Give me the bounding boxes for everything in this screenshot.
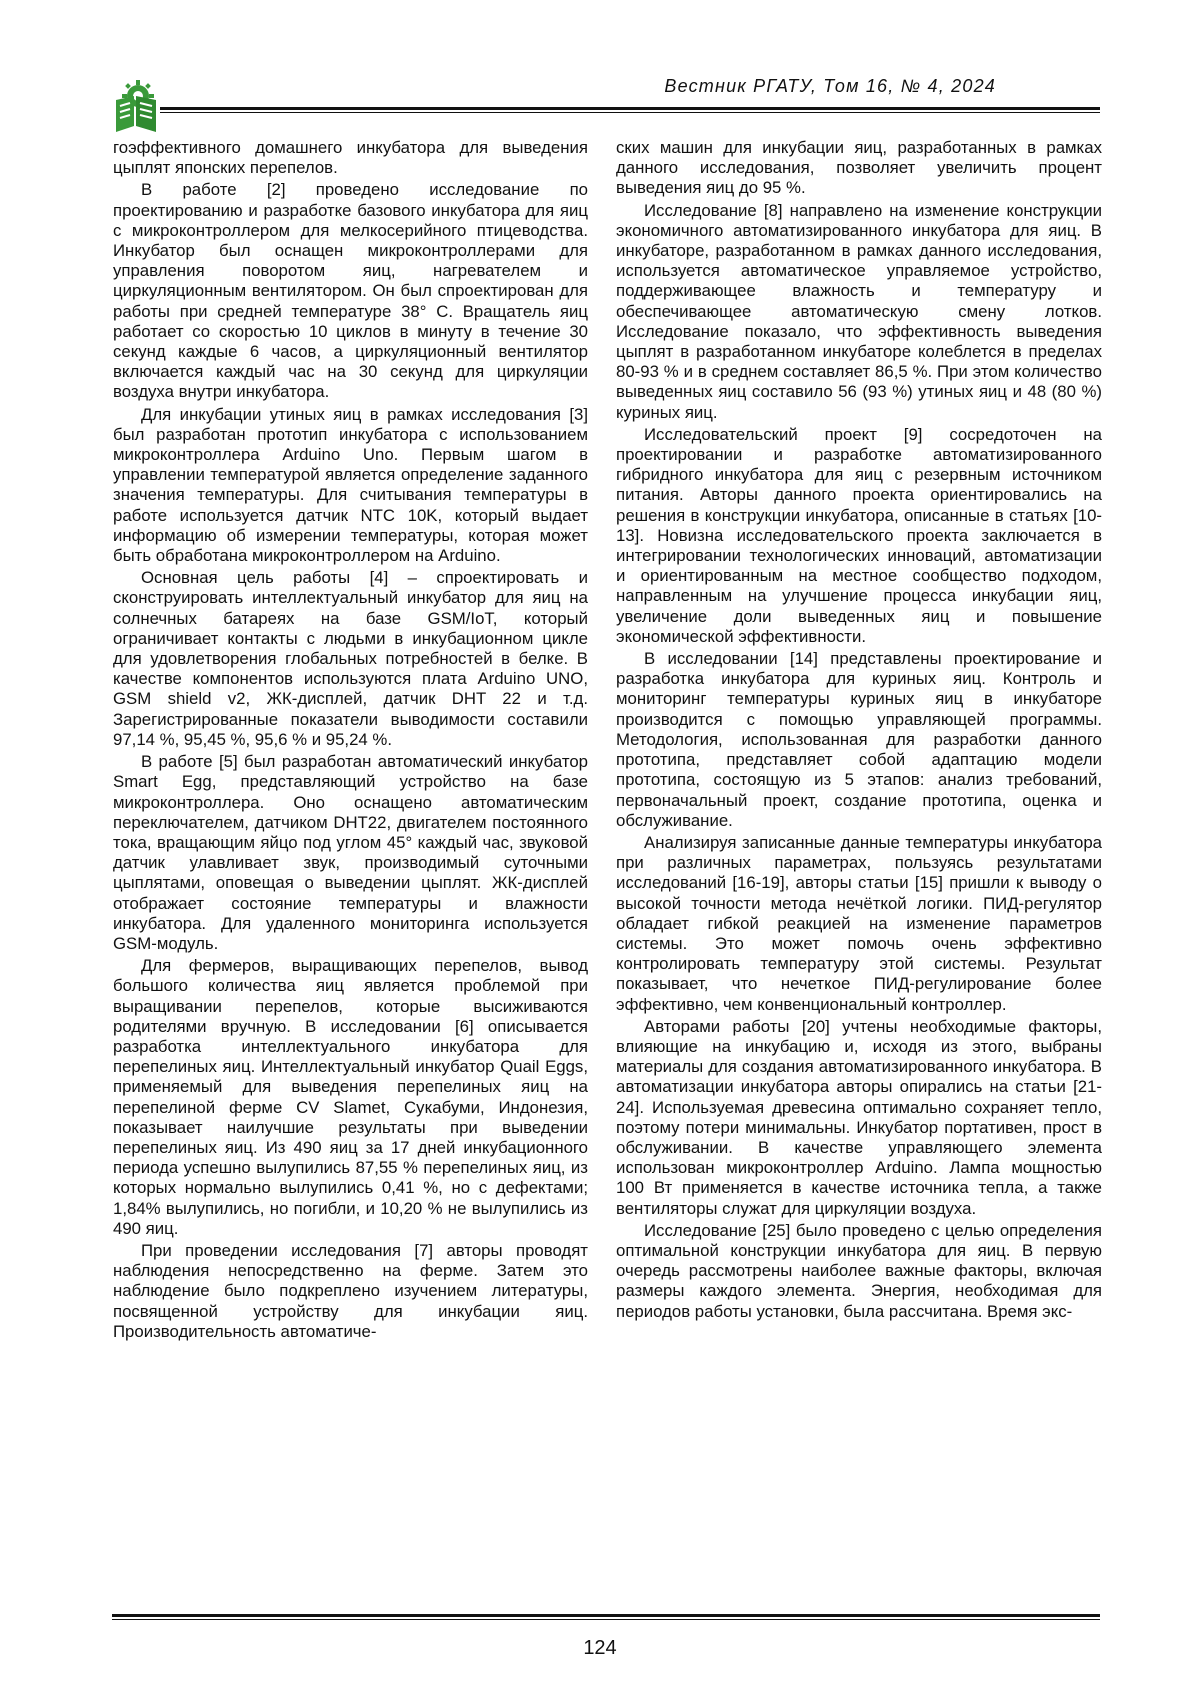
paragraph: ских машин для инкубации яиц, разработанных в рамках данного исследования, позволяет увеличить процент выведения яиц до 95 %. [616,138,1102,198]
footer-rule-thin [112,1619,1100,1620]
paragraph: При проведении исследования [7] авторы проводят наблюдения непосредственно на ферме. Затем это наблюдение было подкреплено изучением литературы, посвященной устройству для инкубации яиц. Производительность автоматиче- [113,1240,588,1341]
paragraph: В исследовании [14] представлены проектирование и разработка инкубатора для куриных яиц. Контроль и мониторинг температуры куриных яиц в инкубаторе производится с помощью управляющей программы. Методология, использованная для разработки данного прототипа, представляет собой адаптацию модели прототипа, состоящую из 5 этапов: анализ требований, первоначальный проект, создание прототипа, оценка и обслуживание. [616,649,1102,830]
paragraph: Анализируя записанные данные температуры инкубатора при различных параметрах, пользуясь результатами исследований [16-19], авторы статьи [15] пришли к выводу о высокой точности метода нечёткой логики. ПИД-регулятор обладает гибкой реакцией на изменение параметров системы. Это может помочь очень эффективно контролировать температуру этой системы. Результат показывает, что нечеткое ПИД-регулирование более эффективно, чем конвенциональный контроллер. [616,832,1102,1014]
left-text-column [113,138,588,1344]
journal-header-title: Вестник РГАТУ, Том 16, № 4, 2024 [664,76,996,96]
paragraph: Для инкубации утиных яиц в рамках исследования [3] был разработан прототип инкубатора с использованием микроконтроллера Arduino Uno. Первым шагом в управлении температурой является определение заданного значения температуры. Для считывания температуры в работе используется датчик NTC 10K, который выдает информацию об измерении температуры, которая может быть обработана микроконтроллером на Arduino. [113,404,588,566]
header-rule-thin [160,112,1100,113]
page-number: 124 [583,1637,617,1659]
paragraph: Основная цель работы [4] – спроектировать и сконструировать интеллектуальный инкубатор для яиц на солнечных батареях на базе GSM/IoT, который ограничивает контакты с людьми в инкубационном цикле для удовлетворения глобальных потребностей в белке. В качестве компонентов используются плата Arduino UNO, GSM shield v2, ЖК-дисплей, датчик DHT 22 и т.д. Зарегистрированные показатели выводимости составили 97,14 %, 95,45 %, 95,6 % и 95,24 %. [113,568,588,749]
header-rule-thick [160,107,1100,110]
paragraph: Авторами работы [20] учтены необходимые факторы, влияющие на инкубацию и, исходя из этого, выбраны материалы для создания автоматизированного инкубатора. В автоматизации инкубатора авторы опирались на статьи [21-24]. Используемая древесина оптимально сохраняет тепло, поэтому потери минимальны. Инкубатор портативен, прост в обслуживании. В качестве управляющего элемента использован микроконтроллер Arduino. Лампа мощностью 100 Вт применяется в качестве источника тепла, а также вентиляторы служат для циркуляции воздуха. [616,1016,1102,1218]
paragraph: Для фермеров, выращивающих перепелов, вывод большого количества яиц является проблемой при выращивании перепелов, которые высиживаются родителями вручную. В исследовании [6] описывается разработка интеллектуального инкубатора для перепелиных яиц. Интеллектуальный инкубатор Quail Eggs, применяемый для выведения перепелиных яиц на перепелиной ферме CV Slamet, Сукабуми, Индонезия, показывает наилучшие результаты при выведении перепелиных яиц. Из 490 яиц за 17 дней инкубационного периода успешно вылупились 87,55 % перепелиных яиц, из которых нормально вылупились 0,41 %, но с дефектами; 1,84% вылупились, но погибли, и 10,20 % не вылупились из 490 яиц. [113,956,588,1238]
paragraph: Исследование [25] было проведено с целью определения оптимальной конструкции инкубатора для яиц. В первую очередь рассмотрены наиболее важные факторы, включая размеры каждого элемента. Энергия, необходимая для периодов работы установки, была рассчитана. Время экс- [616,1220,1102,1321]
paragraph: гоэффективного домашнего инкубатора для выведения цыплят японских перепелов. [113,138,588,178]
right-text-column [616,138,1102,1324]
paragraph: В работе [5] был разработан автоматический инкубатор Smart Egg, представляющий устройство на базе микроконтроллера. Оно оснащено автоматическим переключателем, датчиком DHT22, двигателем постоянного тока, вращающим яйцо под углом 45° каждый час, звуковой датчик улавливает звук, производимый суточными цыплятами, оповещая о выведении цыплят. ЖК-дисплей отображает состояние температуры и влажности инкубатора. Для удаленного мониторинга используется GSM-модуль. [113,752,588,953]
paragraph: В работе [2] проведено исследование по проектированию и разработке базового инкубатора для яиц с микроконтроллером для мелкосерийного птицеводства. Инкубатор был оснащен микроконтроллерами для управления поворотом яиц, нагревателем и циркуляционным вентилятором. Он был спроектирован для работы при средней температуре 38° С. Вращатель яиц работает со скоростью 10 циклов в минуту в течение 30 секунд каждые 6 часов, а циркуляционный вентилятор включается каждый час на 30 секунд для циркуляции воздуха внутри инкубатора. [113,180,588,402]
paragraph: Исследовательский проект [9] сосредоточен на проектировании и разработке автоматизированного гибридного инкубатора для яиц с резервным источником питания. Авторы данного проекта ориентировались на решения в конструкции инкубатора, описанные в статьях [10-13]. Новизна исследовательского проекта заключается в интегрировании технологических инноваций, автоматизации и ориентированным на местное сообщество подходом, направленным на улучшение процесса инкубации яиц, увеличение доли выведенных яиц и повышение экономической эффективности. [616,424,1102,646]
paragraph: Исследование [8] направлено на изменение конструкции экономичного автоматизированного инкубатора для яиц. В инкубаторе, разработанном в рамках данного исследования, используется автоматическое управляемое устройство, поддерживающее влажность и температуру и обеспечивающее автоматическую смену лотков. Исследование показало, что эффективность выведения цыплят в разработанном инкубаторе колеблется в пределах 80-93 % и в среднем составляет 86,5 %. При этом количество выведенных яиц составило 56 (93 %) утиных яиц и 48 (80 %) куриных яиц. [616,200,1102,422]
footer-rule-thick [112,1614,1100,1617]
journal-logo-icon [112,78,162,134]
